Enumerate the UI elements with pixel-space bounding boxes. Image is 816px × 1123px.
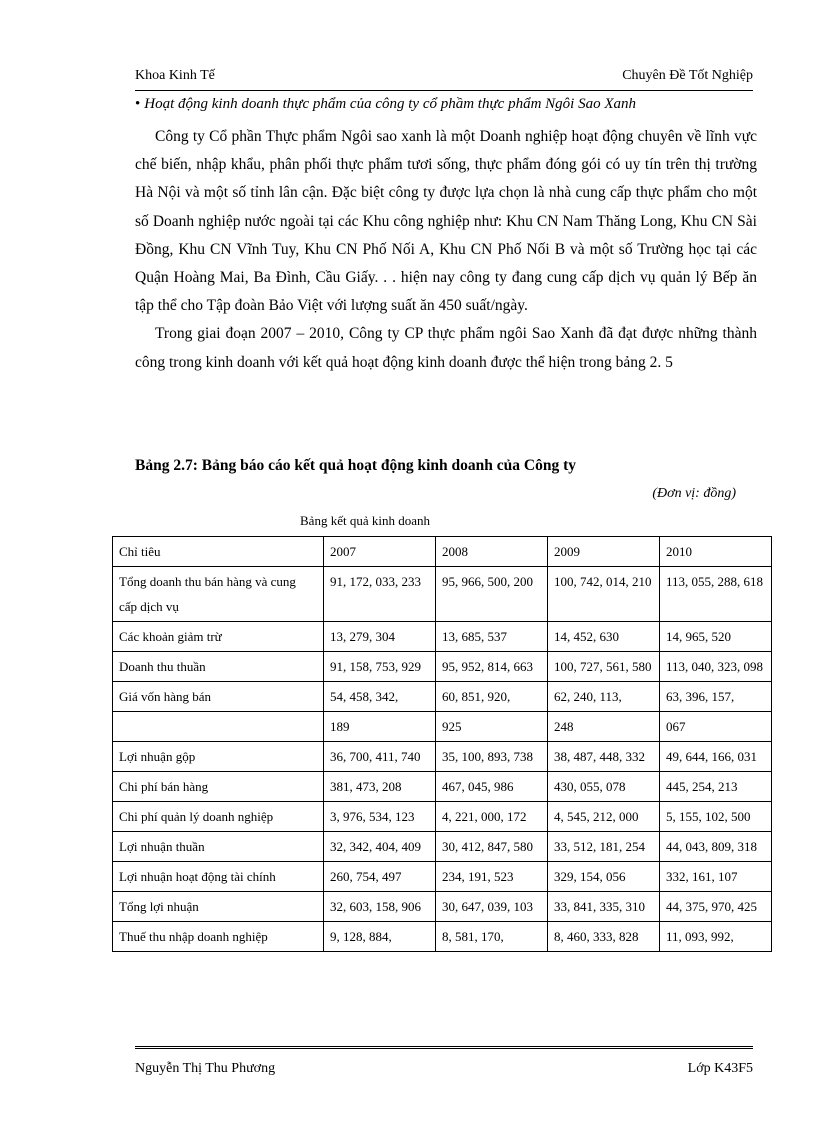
table-cell: 33, 841, 335, 310: [548, 892, 660, 922]
table-row: [113, 742, 772, 772]
table-cell: 067: [660, 712, 772, 742]
table-cell: 54, 458, 342,: [324, 682, 436, 712]
table-cell: 100, 742, 014, 210: [548, 567, 660, 622]
table-cell: 248: [548, 712, 660, 742]
table-cell: 36, 700, 411, 740: [324, 742, 436, 772]
table-cell: 62, 240, 113,: [548, 682, 660, 712]
table-cell: 13, 279, 304: [324, 622, 436, 652]
table-cell: 33, 512, 181, 254: [548, 832, 660, 862]
table-row: [113, 567, 772, 622]
table-cell: 430, 055, 078: [548, 772, 660, 802]
table-cell: 329, 154, 056: [548, 862, 660, 892]
row-label: Thuế thu nhập doanh nghiệp: [113, 922, 324, 952]
table-unit: (Đơn vị: đồng): [652, 486, 736, 501]
results-table: [112, 536, 772, 952]
body-text: [135, 123, 757, 377]
footer-author: Nguyễn Thị Thu Phương: [135, 1061, 276, 1076]
table-cell: 38, 487, 448, 332: [548, 742, 660, 772]
table-cell: 381, 473, 208: [324, 772, 436, 802]
page-footer: [135, 1046, 753, 1089]
paragraph-1: Công ty Cổ phần Thực phẩm Ngôi sao xanh là một Doanh nghiệp hoạt động chuyên về lĩnh vực chế biến, nhập khẩu, phân phối thực phẩm tươi sống, thực phẩm đóng gói có uy tín trên thị trường Hà Nội và một số tỉnh lân cận. Đặc biệt công ty được lựa chọn là nhà cung cấp thực phẩm cho một số Doanh nghiệp nước ngoài tại các Khu công nghiệp như: Khu CN Nam Thăng Long, Khu CN Sài Đồng, Khu CN Vĩnh Tuy, Khu CN Phố Nối A, Khu CN Phố Nối B và một số Trường học tại các Quận Hoàng Mai, Ba Đình, Cầu Giấy. . . hiện nay công ty đang cung cấp dịch vụ quản lý Bếp ăn tập thể cho Tập đoàn Bảo Việt với lượng suất ăn 450 suất/ngày.: [135, 128, 757, 315]
bullet-icon: •: [135, 96, 141, 112]
table-cell: 44, 375, 970, 425: [660, 892, 772, 922]
row-label: Các khoản giảm trừ: [113, 622, 324, 652]
table-cell: 8, 460, 333, 828: [548, 922, 660, 952]
row-label: Tổng lợi nhuận: [113, 892, 324, 922]
footer-class: Lớp K43F5: [687, 1061, 753, 1076]
table-cell: 14, 965, 520: [660, 622, 772, 652]
table-cell: 925: [436, 712, 548, 742]
table-cell: 189: [324, 712, 436, 742]
table-row: [113, 892, 772, 922]
table-cell: 8, 581, 170,: [436, 922, 548, 952]
bullet-text: Hoạt động kinh doanh thực phẩm của công ty cổ phầm thực phẩm Ngôi Sao Xanh: [144, 96, 636, 112]
table-caption: Bảng 2.7: Bảng báo cáo kết quả hoạt động kinh doanh của Công ty: [135, 457, 577, 474]
table-cell: 5, 155, 102, 500: [660, 802, 772, 832]
table-cell: 91, 172, 033, 233: [324, 567, 436, 622]
row-label: Lợi nhuận thuần: [113, 832, 324, 862]
page-header: [135, 66, 753, 91]
table-cell: 30, 412, 847, 580: [436, 832, 548, 862]
header-cell: 2008: [436, 537, 548, 567]
table-cell: 32, 603, 158, 906: [324, 892, 436, 922]
header-faculty: Khoa Kinh Tế: [135, 68, 215, 83]
table-cell: 95, 952, 814, 663: [436, 652, 548, 682]
table-cell: 95, 966, 500, 200: [436, 567, 548, 622]
table-cell: 35, 100, 893, 738: [436, 742, 548, 772]
section-bullet: [135, 96, 636, 113]
row-label: Lợi nhuận hoạt động tài chính: [113, 862, 324, 892]
table-cell: 49, 644, 166, 031: [660, 742, 772, 772]
table-row: [113, 652, 772, 682]
table-cell: 234, 191, 523: [436, 862, 548, 892]
table-header-row: [113, 537, 772, 567]
table-cell: 3, 976, 534, 123: [324, 802, 436, 832]
table-cell: 11, 093, 992,: [660, 922, 772, 952]
table-cell: 100, 727, 561, 580: [548, 652, 660, 682]
header-thesis: Chuyên Đề Tốt Nghiệp: [622, 68, 753, 83]
table-cell: 60, 851, 920,: [436, 682, 548, 712]
row-label: [113, 712, 324, 742]
row-label: Giá vốn hàng bán: [113, 682, 324, 712]
header-cell: 2009: [548, 537, 660, 567]
row-label: Tổng doanh thu bán hàng và cung cấp dịch vụ: [113, 567, 324, 622]
row-label: Chi phí quản lý doanh nghiệp: [113, 802, 324, 832]
header-cell: 2007: [324, 537, 436, 567]
row-label: Doanh thu thuần: [113, 652, 324, 682]
table-cell: 4, 545, 212, 000: [548, 802, 660, 832]
table-cell: 91, 158, 753, 929: [324, 652, 436, 682]
row-label: Chi phí bán hàng: [113, 772, 324, 802]
table-cell: 332, 161, 107: [660, 862, 772, 892]
table-row: [113, 862, 772, 892]
table-cell: 445, 254, 213: [660, 772, 772, 802]
table-cell: 32, 342, 404, 409: [324, 832, 436, 862]
table-title: Bảng kết quả kinh doanh: [300, 513, 430, 528]
table-cell: 4, 221, 000, 172: [436, 802, 548, 832]
table-cell: 113, 055, 288, 618: [660, 567, 772, 622]
table-row: [113, 802, 772, 832]
table-cell: 13, 685, 537: [436, 622, 548, 652]
table-row: [113, 772, 772, 802]
table-cell: 44, 043, 809, 318: [660, 832, 772, 862]
table-row: [113, 682, 772, 712]
header-cell: 2010: [660, 537, 772, 567]
table-row: [113, 712, 772, 742]
table-row: [113, 922, 772, 952]
table-cell: 14, 452, 630: [548, 622, 660, 652]
header-cell: Chỉ tiêu: [113, 537, 324, 567]
table-cell: 63, 396, 157,: [660, 682, 772, 712]
table-cell: 9, 128, 884,: [324, 922, 436, 952]
table-cell: 260, 754, 497: [324, 862, 436, 892]
table-cell: 467, 045, 986: [436, 772, 548, 802]
paragraph-2: Trong giai đoạn 2007 – 2010, Công ty CP thực phẩm ngôi Sao Xanh đã đạt được những thành công trong kinh doanh với kết quả hoạt động kinh doanh được thể hiện trong bảng 2. 5: [135, 325, 757, 371]
row-label: Lợi nhuận gộp: [113, 742, 324, 772]
table-cell: 30, 647, 039, 103: [436, 892, 548, 922]
table-row: [113, 622, 772, 652]
table-row: [113, 832, 772, 862]
table-cell: 113, 040, 323, 098: [660, 652, 772, 682]
